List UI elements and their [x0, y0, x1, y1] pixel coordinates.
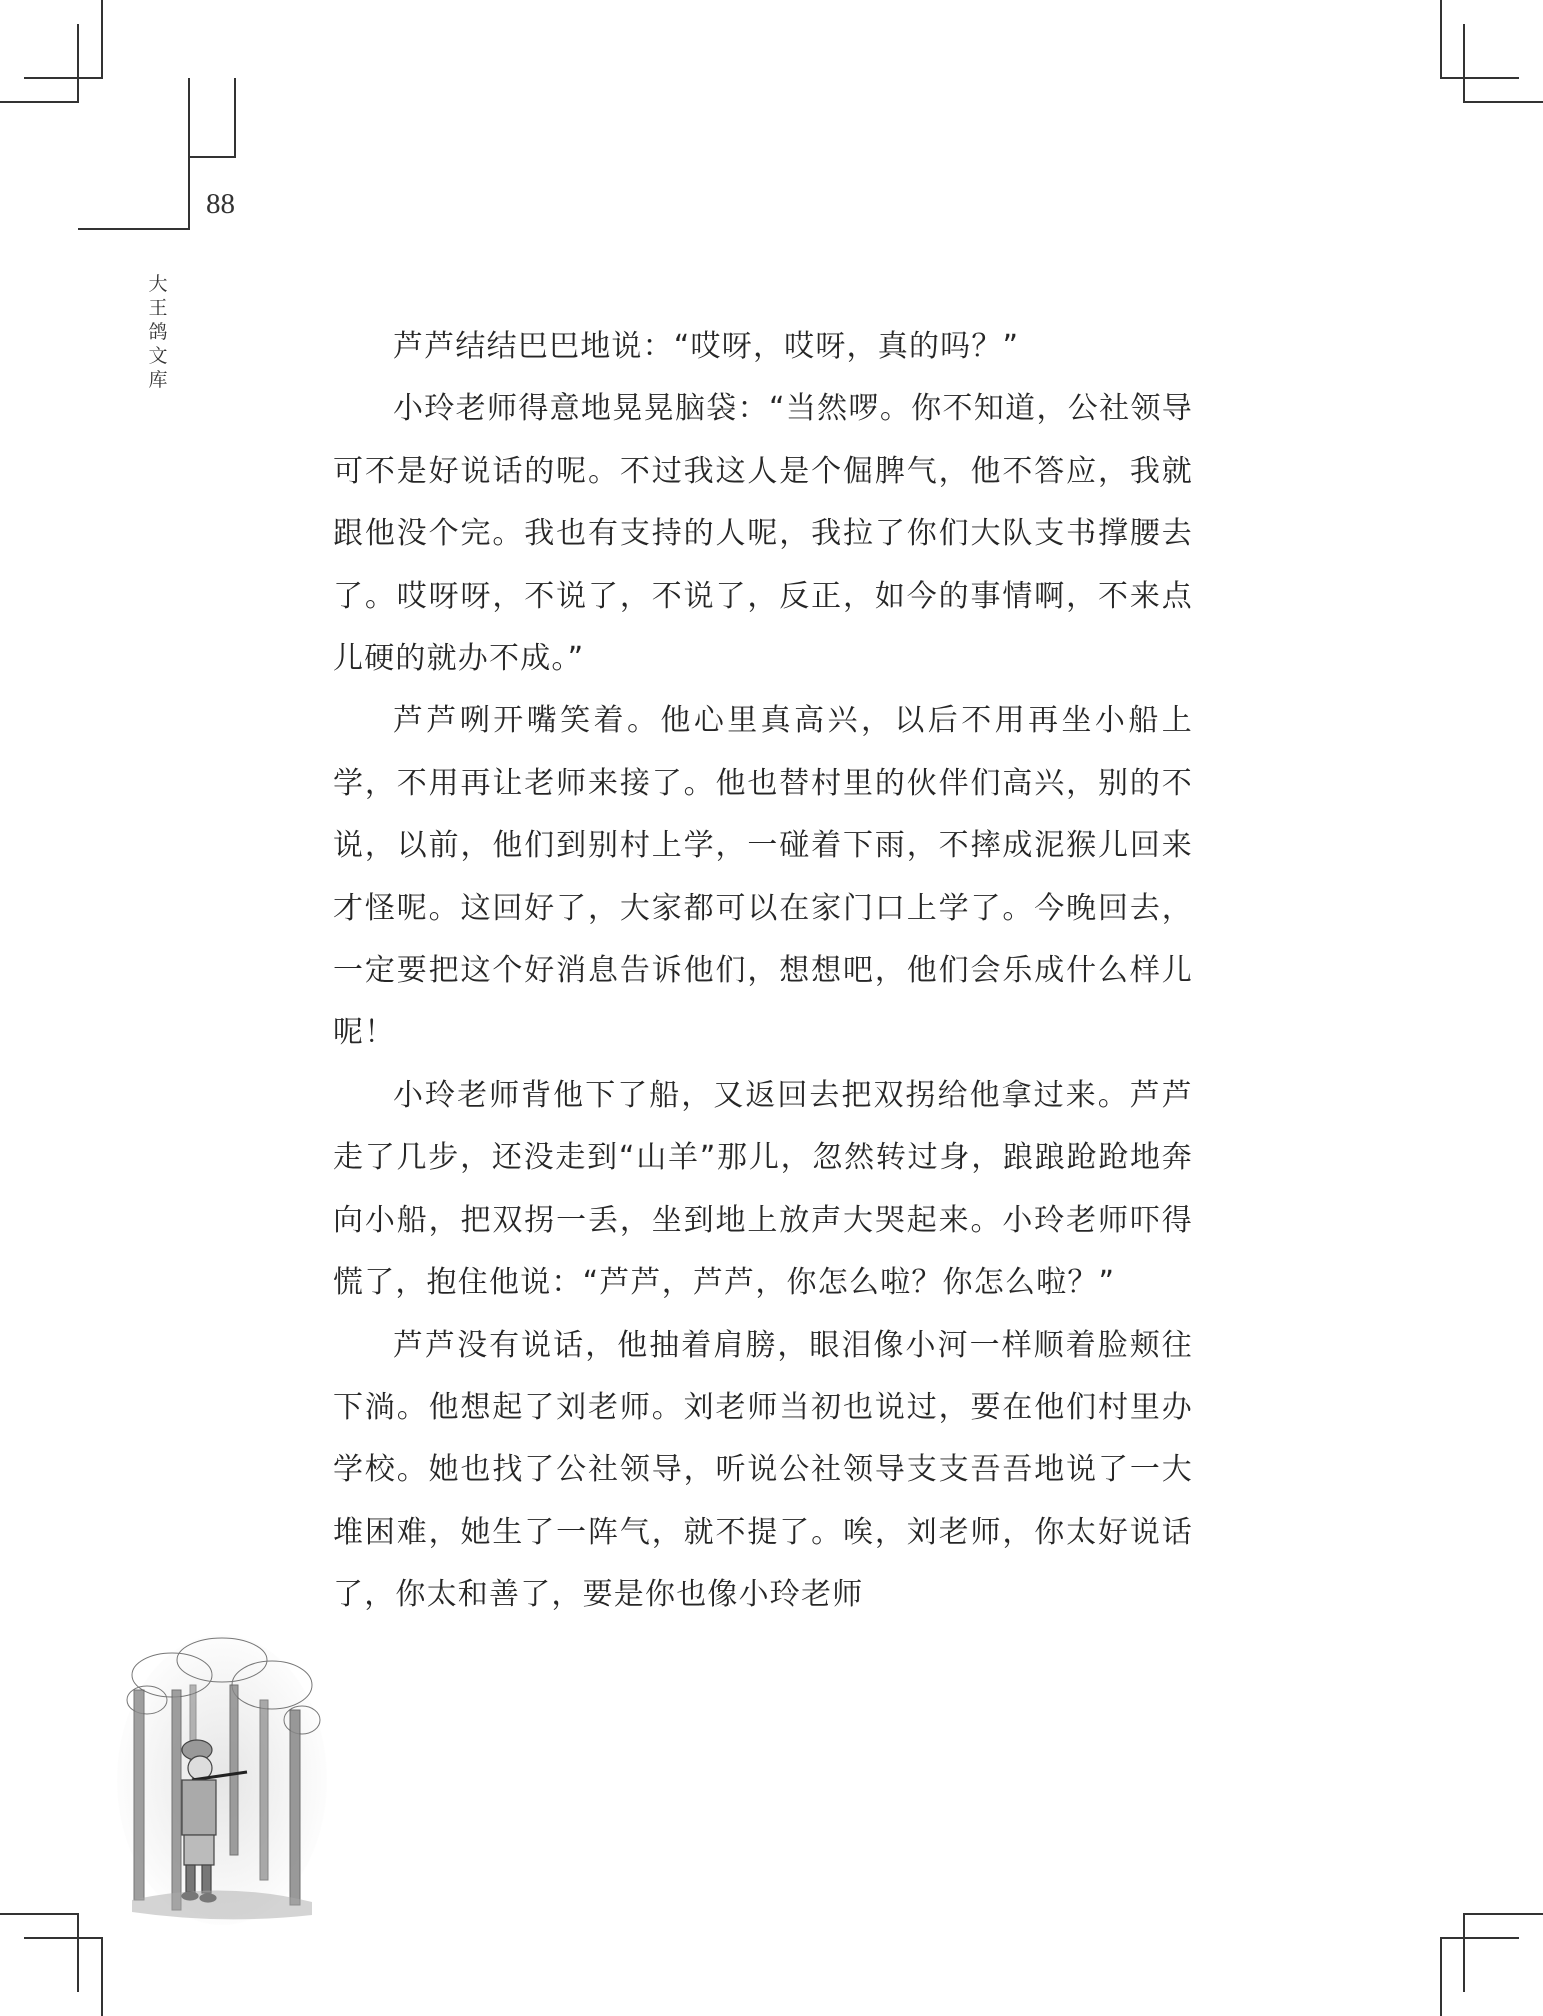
paragraph: 小玲老师背他下了船，又返回去把双拐给他拿过来。芦芦走了几步，还没走到“山羊”那儿，忽然转过身，踉踉跄跄地奔向小船，把双拐一丢，坐到地上放声大哭起来。小玲老师吓得慌了，抱住他说：“芦芦，芦芦，你怎么啦？你怎么啦？”	[333, 1077, 1193, 1301]
body-text	[333, 316, 1193, 1627]
paragraph: 小玲老师得意地晃晃脑袋：“当然啰。你不知道，公社领导可不是好说话的呢。不过我这人是个倔脾气，他不答应，我就跟他没个完。我也有支持的人呢，我拉了你们大队支书撑腰去了。哎呀呀，不说了，不说了，反正，如今的事情啊，不来点儿硬的就办不成。”	[333, 391, 1193, 677]
paragraph: 芦芦咧开嘴笑着。他心里真高兴，以后不用再坐小船上学，不用再让老师来接了。他也替村里的伙伴们高兴，别的不说，以前，他们到别村上学，一碰着下雨，不摔成泥猴儿回来才怪呢。这回好了，大家都可以在家门口上学了。今晚回去，一定要把这个好消息告诉他们，想想吧，他们会乐成什么样儿呢！	[333, 703, 1193, 1051]
paragraph: 芦芦结结巴巴地说：“哎呀，哎呀，真的吗？”	[393, 329, 1020, 364]
series-title: 大王鸽文库	[148, 273, 168, 391]
illustration-boy-flute-forest	[112, 1630, 332, 1930]
paragraph: 芦芦没有说话，他抽着肩膀，眼泪像小河一样顺着脸颊往下淌。他想起了刘老师。刘老师当初也说过，要在他们村里办学校。她也找了公社领导，听说公社领导支支吾吾地说了一大堆困难，她生了一阵气，就不提了。唉，刘老师，你太好说话了，你太和善了，要是你也像小玲老师	[333, 1327, 1193, 1613]
page-number: 88	[206, 188, 235, 220]
